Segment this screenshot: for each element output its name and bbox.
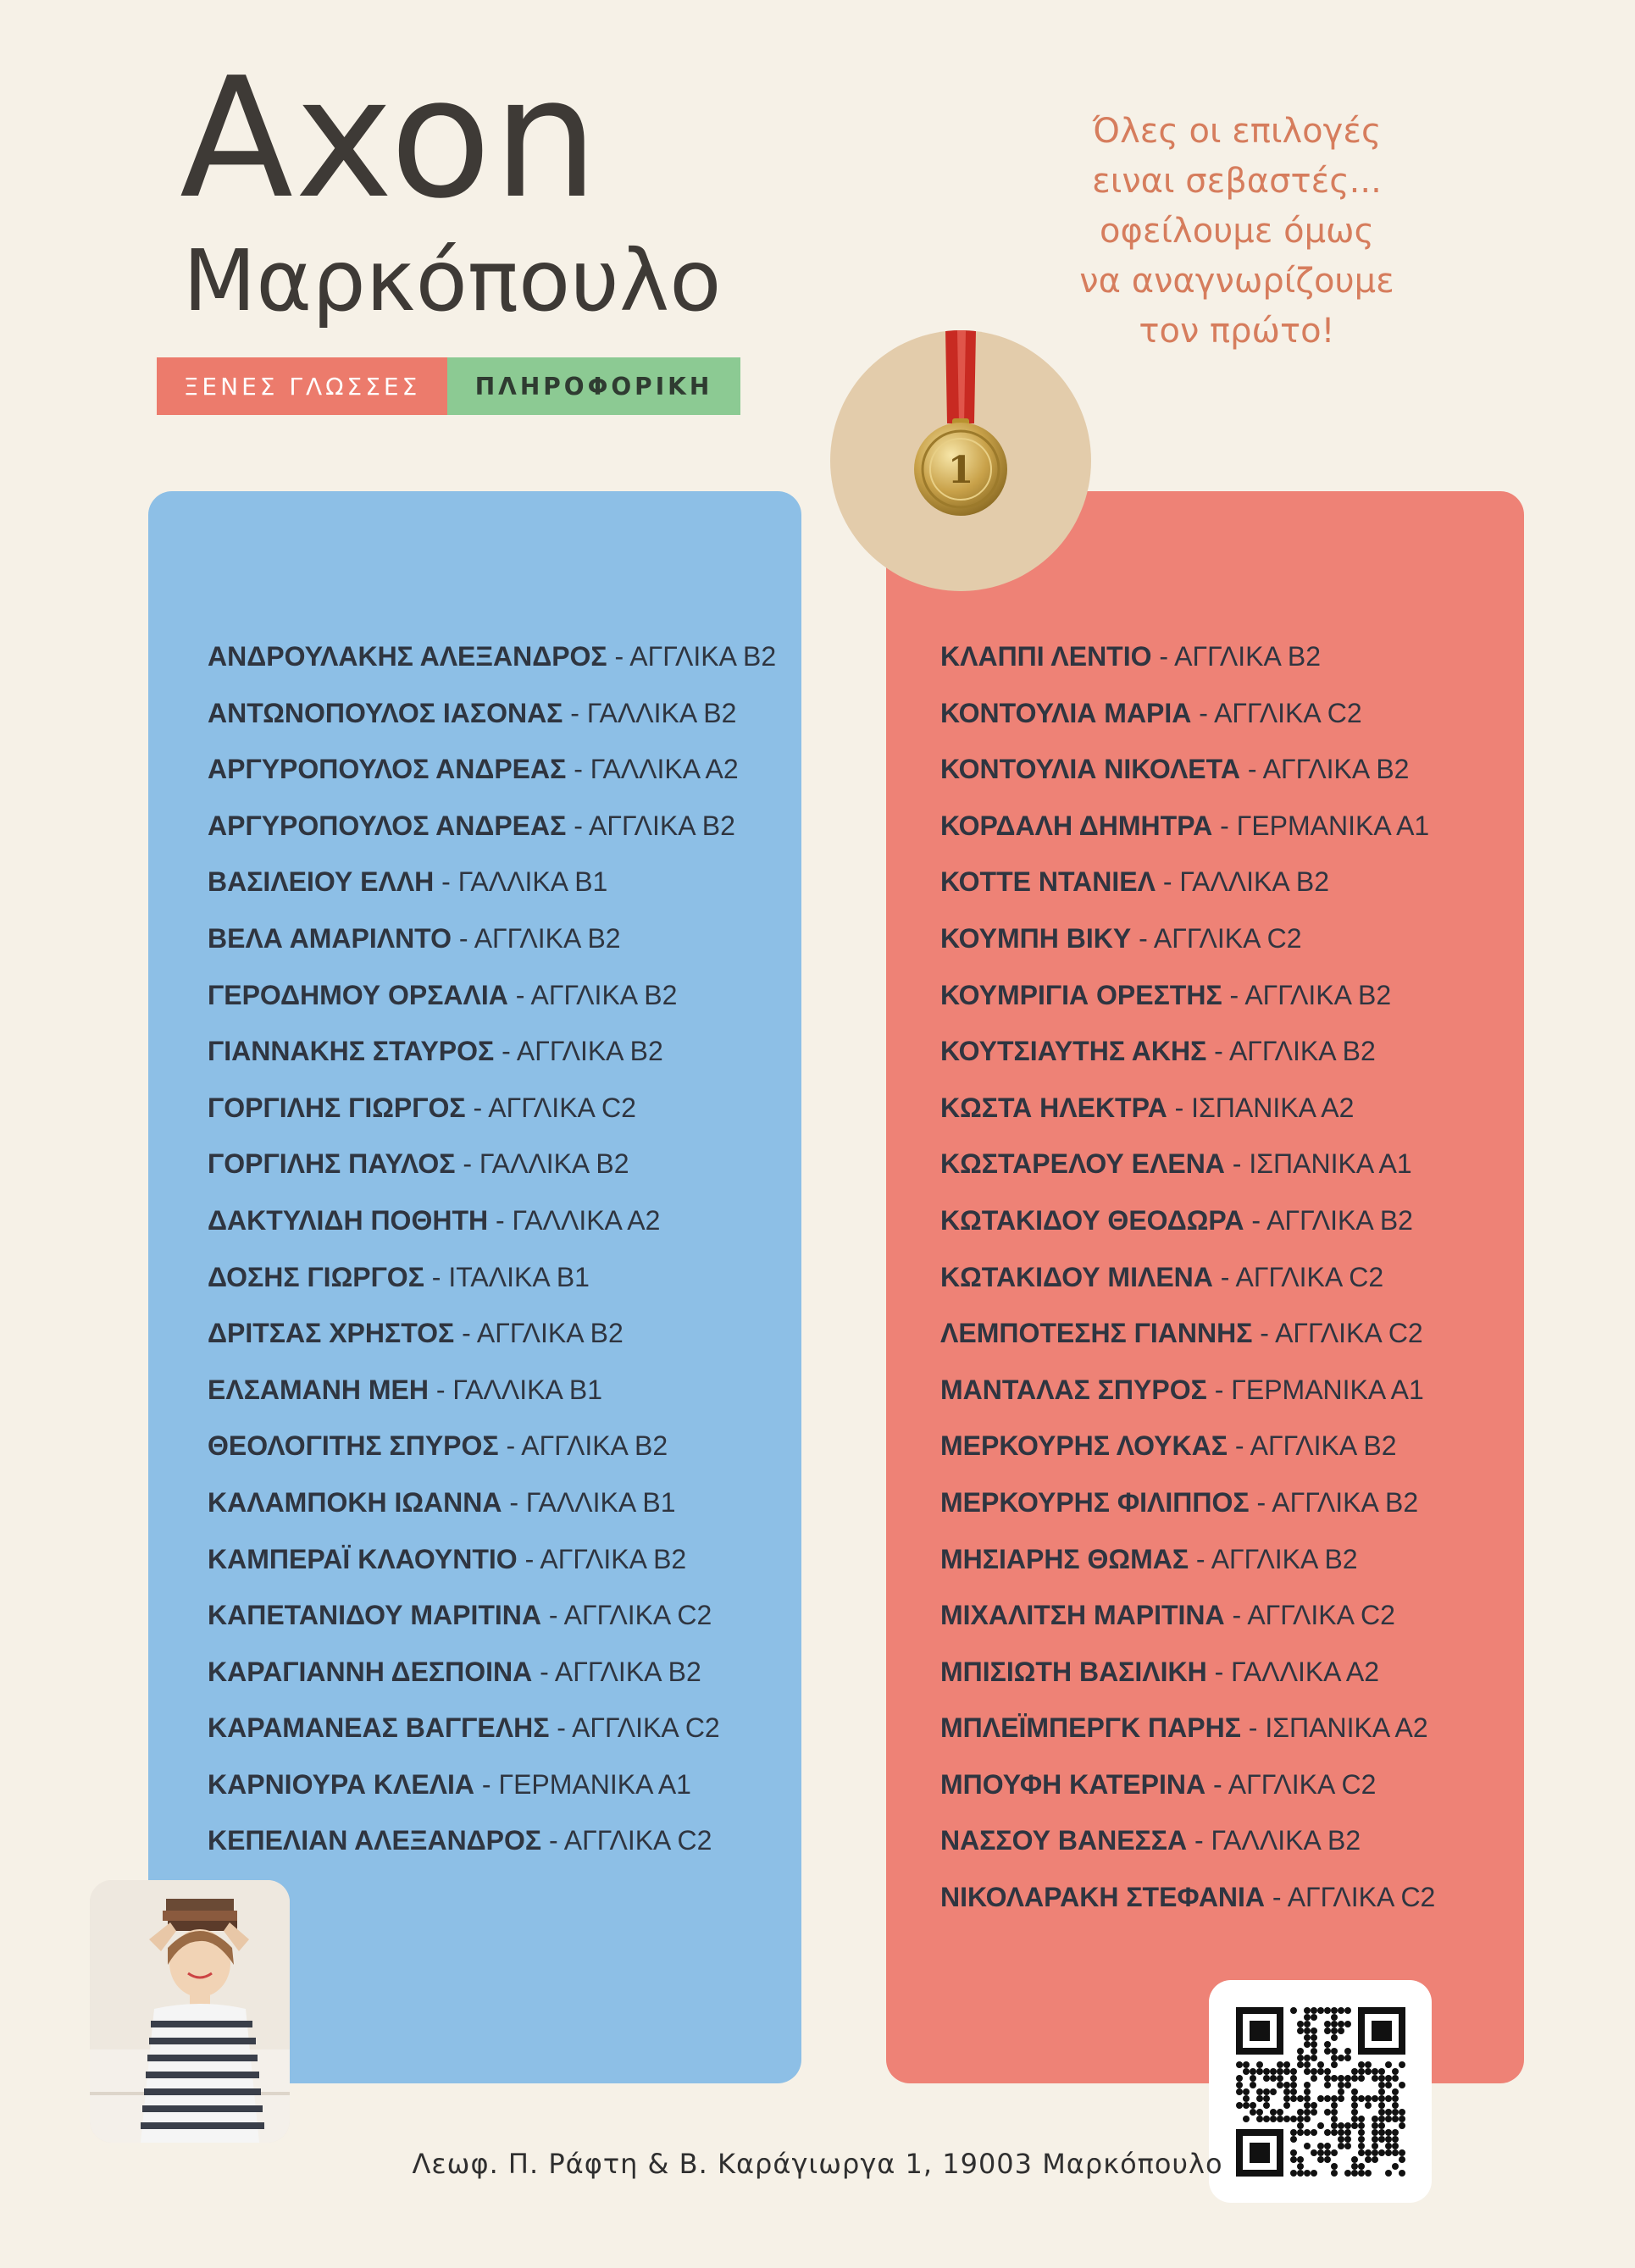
list-item — [208, 1362, 776, 1419]
student-name: ΚΑΡΝΙΟΥΡΑ ΚΛΕΛΙΑ — [208, 1768, 475, 1800]
certificate-detail: - ΓΑΛΛΙΚΑ Α2 — [488, 1204, 661, 1236]
list-item — [208, 1644, 776, 1701]
right-results-panel — [886, 491, 1524, 2083]
medal-number: 1 — [947, 449, 974, 492]
certificate-detail: - ΑΓΓΛΙΚΑ C2 — [541, 1825, 712, 1856]
student-name: ΕΛΣΑΜΑΝΗ ΜΕΗ — [208, 1374, 429, 1405]
student-name: ΚΩΣΤΑΡΕΛΟΥ ΕΛΕΝΑ — [940, 1148, 1225, 1180]
certificate-detail: - ΑΓΓΛΙΚΑ Β2 — [454, 1318, 624, 1349]
list-item — [940, 1305, 1435, 1362]
logo-subtitle: Μαρκόπουλο — [183, 231, 722, 330]
certificate-detail: - ΑΓΓΛΙΚΑ C2 — [1265, 1882, 1436, 1913]
list-item — [940, 1756, 1435, 1813]
certificate-detail: - ΑΓΓΛΙΚΑ Β2 — [1249, 1486, 1419, 1518]
right-results-list — [940, 628, 1435, 1926]
list-item — [940, 1023, 1435, 1080]
list-item — [208, 1531, 776, 1588]
certificate-detail: - ΓΑΛΛΙΚΑ Α2 — [1206, 1656, 1380, 1687]
list-item — [208, 628, 776, 685]
student-name: ΚΑΡΑΓΙΑΝΝΗ ΔΕΣΠΟΙΝΑ — [208, 1656, 533, 1687]
list-item — [940, 1362, 1435, 1419]
student-name: ΚΟΝΤΟΥΛΙΑ ΜΑΡΙΑ — [940, 697, 1192, 728]
student-name: ΑΡΓΥΡΟΠΟΥΛΟΣ ΑΝΔΡΕΑΣ — [208, 754, 567, 785]
certificate-detail: - ΑΓΓΛΙΚΑ Β2 — [498, 1430, 668, 1462]
student-name: ΜΗΣΙΑΡΗΣ ΘΩΜΑΣ — [940, 1543, 1189, 1574]
list-item — [940, 685, 1435, 742]
list-item — [208, 1192, 776, 1249]
certificate-detail: - ΑΓΓΛΙΚΑ Β2 — [494, 1036, 663, 1067]
certificate-detail: - ΑΓΓΛΙΚΑ C2 — [1252, 1318, 1423, 1349]
student-name: ΚΩΤΑΚΙΔΟΥ ΜΙΛΕΝΑ — [940, 1261, 1213, 1292]
student-name: ΑΡΓΥΡΟΠΟΥΛΟΣ ΑΝΔΡΕΑΣ — [208, 810, 567, 841]
student-name: ΚΟΥΜΠΗ ΒΙΚΥ — [940, 922, 1132, 954]
certificate-detail: - ΑΓΓΛΙΚΑ C2 — [1224, 1600, 1395, 1631]
list-item — [208, 1812, 776, 1869]
student-name: ΓΟΡΓΙΛΗΣ ΠΑΥΛΟΣ — [208, 1148, 456, 1180]
certificate-detail: - ΓΑΛΛΙΚΑ Β2 — [1187, 1825, 1361, 1856]
slogan-line: οφείλουμε όμως — [1100, 212, 1374, 251]
certificate-detail: - ΓΕΡΜΑΝΙΚΑ Α1 — [1206, 1374, 1424, 1405]
certificate-detail: - ΑΓΓΛΙΚΑ C2 — [549, 1712, 720, 1744]
certificate-detail: - ΑΓΓΛΙΚΑ Β2 — [1239, 754, 1410, 785]
slogan-line: Όλες οι επιλογές — [1092, 112, 1382, 151]
certificate-detail: - ΓΕΡΜΑΝΙΚΑ Α1 — [474, 1768, 691, 1800]
list-item — [208, 854, 776, 910]
list-item — [940, 1418, 1435, 1474]
list-item — [208, 1136, 776, 1192]
list-item — [940, 798, 1435, 855]
list-item — [940, 628, 1435, 685]
certificate-detail: - ΑΓΓΛΙΚΑ Β2 — [566, 810, 735, 841]
certificate-detail: - ΓΑΛΛΙΚΑ Β1 — [434, 866, 608, 898]
address: Λεωφ. Π. Ράφτη & Β. Καράγιωργα 1, 19003 Μαρκόπουλο — [412, 2148, 1223, 2180]
list-item — [208, 1474, 776, 1531]
list-item — [208, 685, 776, 742]
tag-informatics: ΠΛΗΡΟΦΟΡΙΚΗ — [447, 357, 740, 415]
certificate-detail: - ΑΓΓΛΙΚΑ Β2 — [517, 1543, 687, 1574]
tag-foreign-languages: ΞΕΝΕΣ ΓΛΩΣΣΕΣ — [157, 357, 447, 415]
left-results-list — [208, 628, 776, 1869]
list-item — [208, 741, 776, 798]
student-name: ΚΕΠΕΛΙΑΝ ΑΛΕΞΑΝΔΡΟΣ — [208, 1825, 542, 1856]
list-item — [208, 967, 776, 1024]
list-item — [940, 1136, 1435, 1192]
list-item — [940, 854, 1435, 910]
certificate-detail: - ΓΕΡΜΑΝΙΚΑ Α1 — [1212, 810, 1430, 841]
certificate-detail: - ΑΓΓΛΙΚΑ Β2 — [1189, 1543, 1358, 1574]
student-name: ΔΡΙΤΣΑΣ ΧΡΗΣΤΟΣ — [208, 1318, 455, 1349]
certificate-detail: - ΓΑΛΛΙΚΑ Β1 — [502, 1486, 676, 1518]
student-name: ΚΑΠΕΤΑΝΙΔΟΥ ΜΑΡΙΤΙΝΑ — [208, 1600, 541, 1631]
list-item — [940, 1192, 1435, 1249]
student-name: ΜΕΡΚΟΥΡΗΣ ΛΟΥΚΑΣ — [940, 1430, 1228, 1462]
list-item — [940, 1531, 1435, 1588]
student-name: ΜΠΙΣΙΩΤΗ ΒΑΣΙΛΙΚΗ — [940, 1656, 1207, 1687]
student-name: ΜΕΡΚΟΥΡΗΣ ΦΙΛΙΠΠΟΣ — [940, 1486, 1250, 1518]
student-name: ΜΠΛΕΪΜΠΕΡΓΚ ΠΑΡΗΣ — [940, 1712, 1241, 1744]
certificate-detail: - ΑΓΓΛΙΚΑ Β2 — [532, 1656, 701, 1687]
list-item — [208, 1023, 776, 1080]
student-name: ΜΠΟΥΦΗ ΚΑΤΕΡΙΝΑ — [940, 1768, 1206, 1800]
list-item — [208, 910, 776, 967]
certificate-detail: - ΑΓΓΛΙΚΑ C2 — [540, 1600, 712, 1631]
list-item — [940, 1587, 1435, 1644]
student-name: ΒΑΣΙΛΕΙΟΥ ΕΛΛΗ — [208, 866, 435, 898]
student-name: ΝΙΚΟΛΑΡΑΚΗ ΣΤΕΦΑΝΙΑ — [940, 1882, 1266, 1913]
list-item — [940, 1644, 1435, 1701]
certificate-detail: - ΑΓΓΛΙΚΑ C2 — [1212, 1261, 1384, 1292]
student-name: ΜΙΧΑΛΙΤΣΗ ΜΑΡΙΤΙΝΑ — [940, 1600, 1225, 1631]
certificate-detail: - ΙΣΠΑΝΙΚΑ Α2 — [1167, 1092, 1355, 1123]
certificate-detail: - ΙΤΑΛΙΚΑ Β1 — [424, 1261, 590, 1292]
student-name: ΓΙΑΝΝΑΚΗΣ ΣΤΑΥΡΟΣ — [208, 1036, 495, 1067]
student-name: ΚΑΡΑΜΑΝΕΑΣ ΒΑΓΓΕΛΗΣ — [208, 1712, 550, 1744]
list-item — [208, 798, 776, 855]
student-name: ΓΟΡΓΙΛΗΣ ΓΙΩΡΓΟΣ — [208, 1092, 466, 1123]
student-name: ΓΕΡΟΔΗΜΟΥ ΟΡΣΑΛΙΑ — [208, 979, 508, 1010]
medal-icon — [830, 330, 1091, 591]
list-item — [940, 1474, 1435, 1531]
student-name: ΑΝΤΩΝΟΠΟΥΛΟΣ ΙΑΣΟΝΑΣ — [208, 697, 563, 728]
student-name: ΒΕΛΑ ΑΜΑΡΙΛΝΤΟ — [208, 922, 452, 954]
list-item — [940, 1080, 1435, 1137]
certificate-detail: - ΓΑΛΛΙΚΑ Β1 — [428, 1374, 603, 1405]
slogan-line: ειναι σεβαστές... — [1092, 162, 1382, 201]
student-name: ΝΑΣΣΟΥ ΒΑΝΕΣΣΑ — [940, 1825, 1188, 1856]
student-name: ΚΟΝΤΟΥΛΙΑ ΝΙΚΟΛΕΤΑ — [940, 754, 1240, 785]
certificate-detail: - ΑΓΓΛΙΚΑ Β2 — [1244, 1204, 1413, 1236]
left-results-panel — [148, 491, 801, 2083]
student-name: ΛΕΜΠΟΤΕΣΗΣ ΓΙΑΝΝΗΣ — [940, 1318, 1253, 1349]
student-name: ΚΑΛΑΜΠΟΚΗ ΙΩΑΝΝΑ — [208, 1486, 502, 1518]
certificate-detail: - ΑΓΓΛΙΚΑ C2 — [1205, 1768, 1377, 1800]
list-item — [208, 1249, 776, 1306]
certificate-detail: - ΑΓΓΛΙΚΑ C2 — [1191, 697, 1362, 728]
list-item — [208, 1418, 776, 1474]
certificate-detail: - ΑΓΓΛΙΚΑ Β2 — [1227, 1430, 1397, 1462]
list-item — [208, 1756, 776, 1813]
certificate-detail: - ΑΓΓΛΙΚΑ C2 — [465, 1092, 636, 1123]
student-name: ΚΩΤΑΚΙΔΟΥ ΘΕΟΔΩΡΑ — [940, 1204, 1244, 1236]
list-item — [208, 1700, 776, 1756]
slogan-line: τον πρώτο! — [1139, 312, 1335, 351]
list-item — [940, 910, 1435, 967]
list-item — [940, 1812, 1435, 1869]
student-name: ΚΑΜΠΕΡΑΪ ΚΛΑΟΥΝΤΙΟ — [208, 1543, 518, 1574]
certificate-detail: - ΙΣΠΑΝΙΚΑ Α2 — [1240, 1712, 1428, 1744]
list-item — [940, 1869, 1435, 1926]
slogan — [1050, 107, 1423, 357]
list-item — [940, 1700, 1435, 1756]
student-name: ΚΟΡΔΑΛΗ ΔΗΜΗΤΡΑ — [940, 810, 1213, 841]
certificate-detail: - ΓΑΛΛΙΚΑ Α2 — [566, 754, 739, 785]
slogan-line: να αναγνωρίζουμε — [1079, 262, 1394, 301]
student-name: ΘΕΟΛΟΓΙΤΗΣ ΣΠΥΡΟΣ — [208, 1430, 499, 1462]
list-item — [208, 1587, 776, 1644]
list-item — [208, 1080, 776, 1137]
list-item — [208, 1305, 776, 1362]
student-name: ΚΩΣΤΑ ΗΛΕΚΤΡΑ — [940, 1092, 1167, 1123]
certificate-detail: - ΓΑΛΛΙΚΑ Β2 — [563, 697, 737, 728]
student-name: ΔΟΣΗΣ ΓΙΩΡΓΟΣ — [208, 1261, 424, 1292]
certificate-detail: - ΑΓΓΛΙΚΑ Β2 — [1206, 1036, 1376, 1067]
certificate-detail: - ΑΓΓΛΙΚΑ Β2 — [607, 641, 777, 672]
certificate-detail: - ΑΓΓΛΙΚΑ Β2 — [507, 979, 678, 1010]
certificate-detail: - ΓΑΛΛΙΚΑ Β2 — [1155, 866, 1329, 898]
list-item — [940, 741, 1435, 798]
certificate-detail: - ΑΓΓΛΙΚΑ C2 — [1131, 922, 1302, 954]
certificate-detail: - ΑΓΓΛΙΚΑ Β2 — [1151, 641, 1322, 672]
certificate-detail: - ΑΓΓΛΙΚΑ Β2 — [452, 922, 621, 954]
certificate-detail: - ΓΑΛΛΙΚΑ Β2 — [455, 1148, 629, 1180]
logo-title: Axon — [180, 42, 601, 235]
child-with-books-photo — [90, 1880, 290, 2143]
list-item — [940, 967, 1435, 1024]
student-name: ΜΑΝΤΑΛΑΣ ΣΠΥΡΟΣ — [940, 1374, 1207, 1405]
student-name: ΚΛΑΠΠΙ ΛΕΝΤΙΟ — [940, 641, 1152, 672]
student-name: ΚΟΥΤΣΙΑΥΤΗΣ ΑΚΗΣ — [940, 1036, 1207, 1067]
student-name: ΑΝΔΡΟΥΛΑΚΗΣ ΑΛΕΞΑΝΔΡΟΣ — [208, 641, 607, 672]
list-item — [940, 1249, 1435, 1306]
category-tags — [157, 357, 740, 415]
certificate-detail: - ΙΣΠΑΝΙΚΑ Α1 — [1224, 1148, 1412, 1180]
student-name: ΚΟΤΤΕ ΝΤΑΝΙΕΛ — [940, 866, 1156, 898]
student-name: ΔΑΚΤΥΛΙΔΗ ΠΟΘΗΤΗ — [208, 1204, 489, 1236]
student-name: ΚΟΥΜΡΙΓΙΑ ΟΡΕΣΤΗΣ — [940, 979, 1222, 1010]
certificate-detail: - ΑΓΓΛΙΚΑ Β2 — [1222, 979, 1392, 1010]
